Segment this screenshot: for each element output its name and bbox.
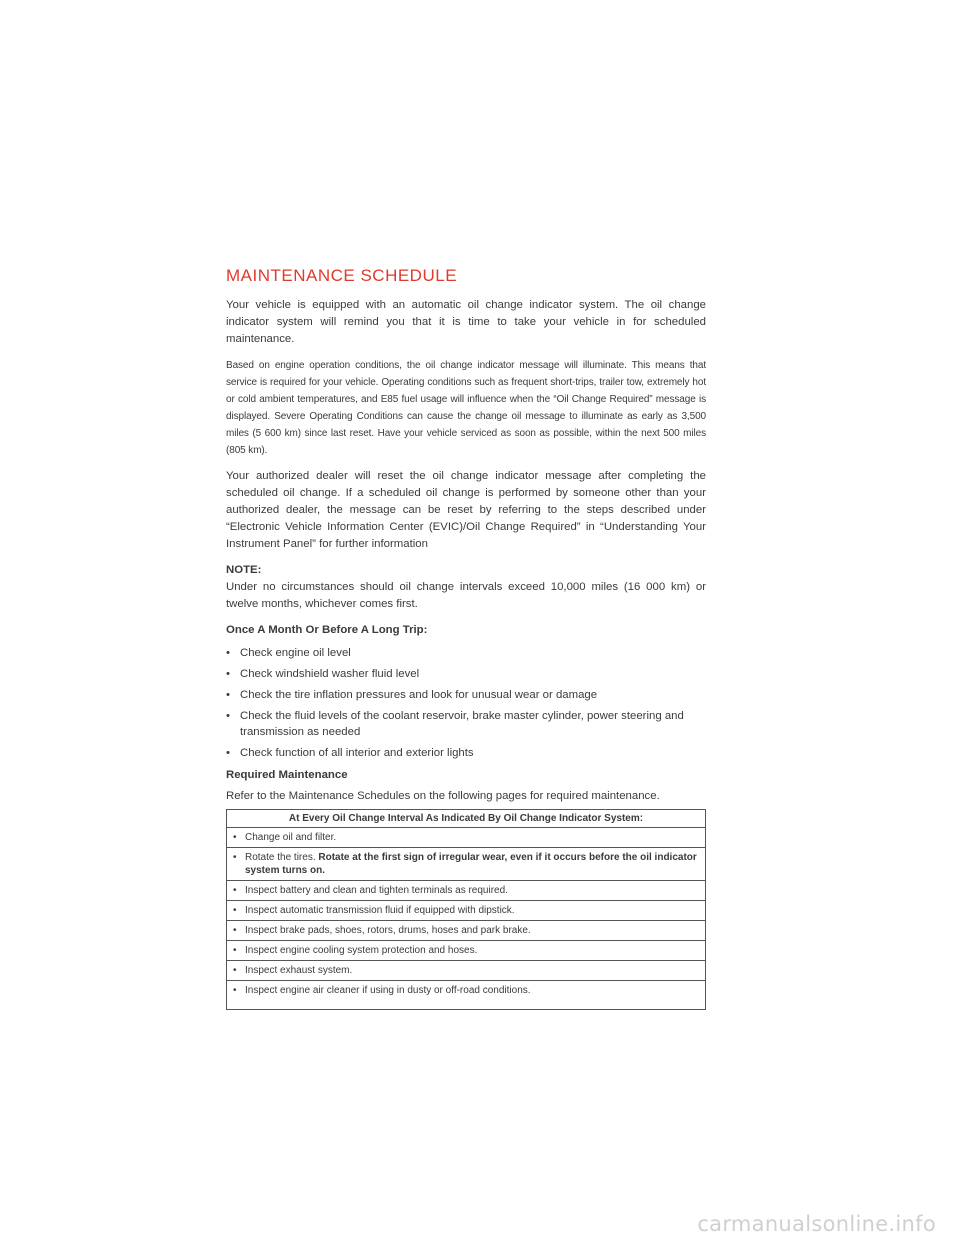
table-cell bbox=[227, 848, 706, 881]
bullet-icon: • bbox=[233, 885, 237, 896]
table-row bbox=[227, 881, 706, 901]
monthly-check-list bbox=[226, 645, 706, 761]
table-cell bbox=[227, 941, 706, 961]
bullet-icon: • bbox=[233, 965, 237, 976]
list-item bbox=[226, 687, 706, 703]
list-item bbox=[226, 666, 706, 682]
table-row bbox=[227, 961, 706, 981]
table-cell-text: Inspect automatic transmission fluid if equipped with dipstick. bbox=[245, 905, 515, 916]
watermark: carmanualsonline.info bbox=[697, 1212, 936, 1236]
table-cell bbox=[227, 961, 706, 981]
required-maintenance-title: Required Maintenance bbox=[226, 769, 348, 781]
maintenance-table bbox=[226, 809, 706, 1010]
bullet-icon: • bbox=[233, 925, 237, 936]
monthly-check-title: Once A Month Or Before A Long Trip: bbox=[226, 624, 428, 636]
table-cell-text: Inspect engine cooling system protection and hoses. bbox=[245, 945, 478, 956]
manual-page bbox=[226, 266, 706, 1010]
table-row bbox=[227, 981, 706, 1010]
bullet-icon: • bbox=[233, 905, 237, 916]
page-title: MAINTENANCE SCHEDULE bbox=[226, 266, 458, 285]
list-item bbox=[226, 645, 706, 661]
table-header: At Every Oil Change Interval As Indicated By Oil Change Indicator System: bbox=[227, 810, 706, 828]
table-cell-text: Rotate the tires. bbox=[245, 852, 316, 863]
table-cell bbox=[227, 921, 706, 941]
list-item-text: Check engine oil level bbox=[240, 647, 351, 659]
table-cell-text: Inspect battery and clean and tighten terminals as required. bbox=[245, 885, 508, 896]
dealer-reset-paragraph: Your authorized dealer will reset the oil change indicator message after completing the scheduled oil change. If a scheduled oil change is performed by someone other than your authorized dealer, the message can be reset by referring to the steps described under “Electronic Vehicle Information Center (EVIC)/Oil Change Required” in “Understanding Your Instrument Panel” for further information bbox=[226, 470, 706, 550]
bullet-icon: • bbox=[233, 852, 237, 863]
list-item bbox=[226, 708, 706, 740]
table-header-row bbox=[227, 810, 706, 828]
list-item-text: Check function of all interior and exterior lights bbox=[240, 747, 474, 759]
bullet-icon: • bbox=[226, 647, 230, 659]
list-item-text: Check windshield washer fluid level bbox=[240, 668, 420, 680]
table-row bbox=[227, 901, 706, 921]
bullet-icon: • bbox=[233, 832, 237, 843]
bullet-icon: • bbox=[226, 689, 230, 701]
table-cell-text: Inspect engine air cleaner if using in dusty or off-road conditions. bbox=[245, 985, 531, 996]
rotate-warning: Rotate at the first sign of irregular wear, even if it occurs before the oil indicator system turns on. bbox=[245, 852, 697, 876]
table-cell bbox=[227, 881, 706, 901]
intro-paragraph: Your vehicle is equipped with an automatic oil change indicator system. The oil change indicator system will remind you that it is time to take your vehicle in for scheduled maintenance. bbox=[226, 299, 706, 345]
bullet-icon: • bbox=[226, 747, 230, 759]
table-cell-text: Change oil and filter. bbox=[245, 832, 337, 843]
table-row bbox=[227, 921, 706, 941]
table-cell bbox=[227, 981, 706, 1010]
bullet-icon: • bbox=[226, 668, 230, 680]
bullet-icon: • bbox=[226, 710, 230, 722]
table-cell-text: Inspect brake pads, shoes, rotors, drums, hoses and park brake. bbox=[245, 925, 531, 936]
table-cell bbox=[227, 828, 706, 848]
note-label: NOTE: bbox=[226, 564, 262, 576]
table-row bbox=[227, 941, 706, 961]
conditions-paragraph: Based on engine operation conditions, the oil change indicator message will illuminate. This means that service is required for your vehicle. Operating conditions such as frequent short-trips, trailer tow, extremely hot or cold ambient temperatures, and E85 fuel usage will influence when the “Oil Change Required” message is displayed. Severe Operating Conditions can cause the change oil message to illuminate as early as 3,500 miles (5 600 km) since last reset. Have your vehicle serviced as soon as possible, within the next 500 miles (805 km). bbox=[226, 360, 706, 456]
required-maintenance-text: Refer to the Maintenance Schedules on the following pages for required maintenance. bbox=[226, 790, 660, 802]
list-item-text: Check the tire inflation pressures and look for unusual wear or damage bbox=[240, 689, 598, 701]
bullet-icon: • bbox=[233, 945, 237, 956]
table-cell-text: Inspect exhaust system. bbox=[245, 965, 353, 976]
note-text: Under no circumstances should oil change intervals exceed 10,000 miles (16 000 km) or twelve months, whichever comes first. bbox=[226, 581, 706, 610]
table-row bbox=[227, 828, 706, 848]
note-block bbox=[226, 562, 706, 613]
table-cell bbox=[227, 901, 706, 921]
table-row bbox=[227, 848, 706, 881]
list-item-text: Check the fluid levels of the coolant reservoir, brake master cylinder, power steering and transmission as needed bbox=[240, 710, 684, 738]
bullet-icon: • bbox=[233, 985, 237, 996]
list-item bbox=[226, 745, 706, 761]
